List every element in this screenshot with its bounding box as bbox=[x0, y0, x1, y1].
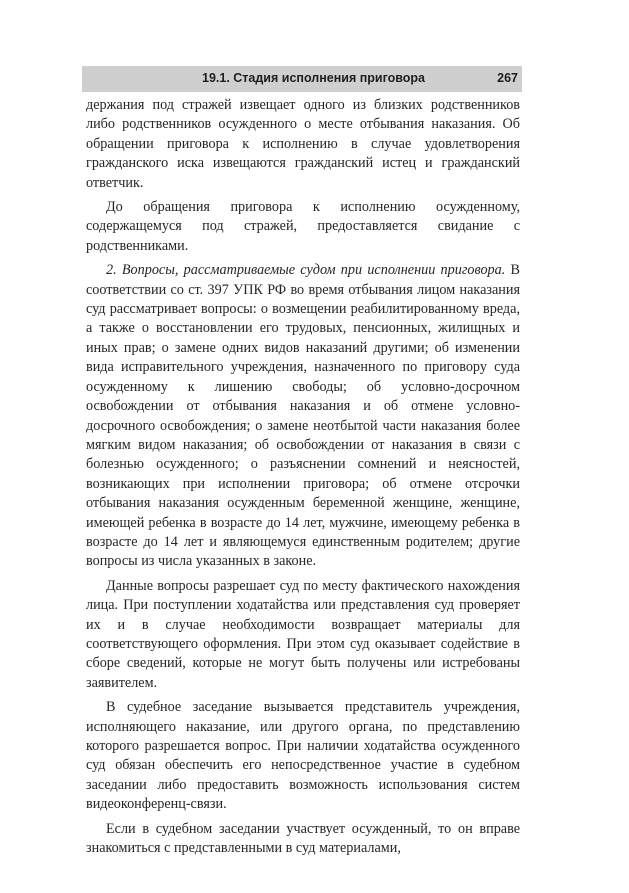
paragraph: В судебное заседание вызывается представитель учреждения, исполняющего наказание, или другого органа, по представлению которого разрешается вопрос. При наличии ходатайства осужденного суд обязан обеспечить его непосредственное участие в судебном заседании либо предоставить возможность использования систем видеоконференц-связи. bbox=[86, 699, 520, 813]
running-header-title: 19.1. Стадия исполнения приговора bbox=[202, 71, 426, 85]
paragraph: До обращения приговора к исполнению осужденному, содержащемуся под стражей, предоставляется свидание с родственниками. bbox=[86, 199, 520, 254]
section-paragraph-text: В соответствии со ст. 397 УПК РФ во время отбывания лицом наказания суд рассматривает вопросы: о возмещении реабилитированному вреда, а также о восстановлении его трудовых, пенсионных, жилищных и иных прав; о замене одних видов наказаний другими; об изменении вида исправительного учреждения, назначенного по приговору суда осужденному к лишению свободы; об условно-досрочном освобождении от отбывания наказания и об отмене условно-досрочного освобождения; о замене неотбытой части наказания более мягким видом наказания; об освобождении от наказания в связи с болезнью осужденного; о разъяснении сомнений и неясностей, возникающих при исполнении приговора; об отмене отсрочки отбывания наказания осужденным беременной женщине, женщине, имеющей ребенка в возрасте до 14 лет, мужчине, имеющему ребенка в возрасте до 14 лет и являющемуся единственным родителем; другие вопросы из числа указанных в законе. bbox=[86, 262, 520, 570]
paragraph: Если в судебном заседании участвует осужденный, то он вправе знакомиться с представленными в суд материалами, bbox=[86, 820, 520, 857]
running-header bbox=[82, 66, 522, 92]
page-body bbox=[86, 96, 520, 858]
section-paragraph bbox=[86, 261, 520, 572]
page-number: 267 bbox=[497, 71, 518, 85]
paragraph: Данные вопросы разрешает суд по месту фактического нахождения лица. При поступлении ходатайства или представления суд проверяет их и в случае необходимости возвращает материалы для соответствующего оформления. При этом суд оказывает содействие в сборе сведений, которые не могут быть получены или истребованы заявителем. bbox=[86, 577, 520, 691]
section-heading: 2. Вопросы, рассматриваемые судом при исполнении приговора. bbox=[106, 262, 506, 279]
paragraph-continued: держания под стражей извещает одного из близких родственников либо родственников осужденного о месте отбывания наказания. Об обращении приговора к исполнению в случае удовлетворения гражданского иска извещаются гражданский истец и гражданский ответчик. bbox=[86, 97, 520, 191]
